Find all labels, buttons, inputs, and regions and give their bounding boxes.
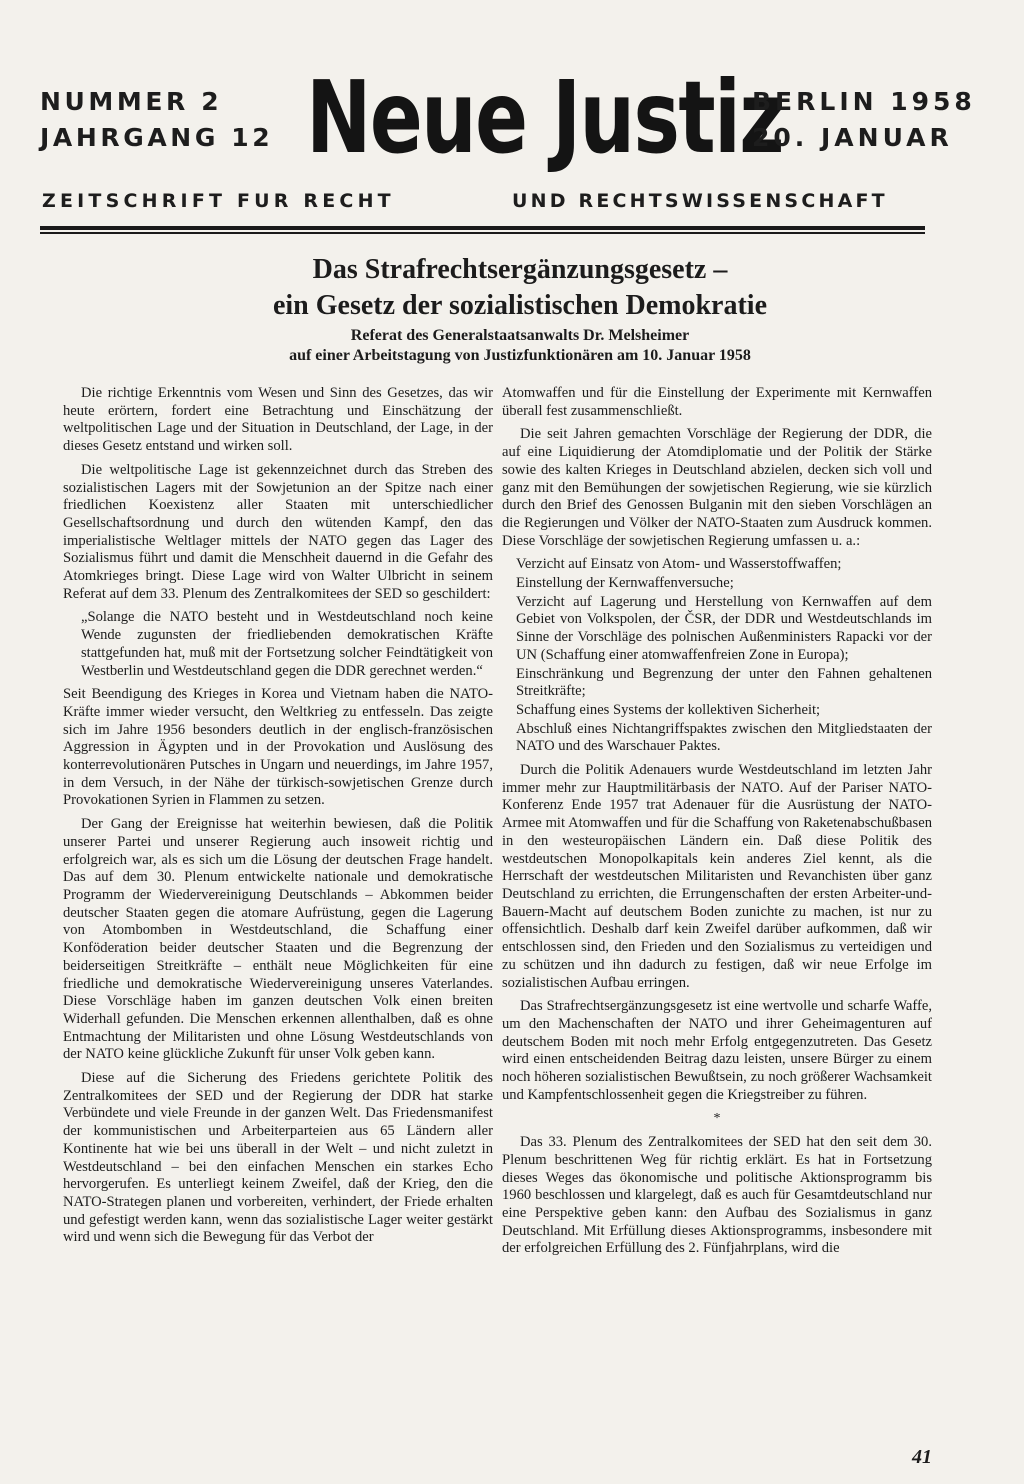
article-title-line-1: Das Strafrechtsergänzungsgesetz – xyxy=(312,254,728,285)
paragraph: Das Strafrechtsergänzungsgesetz ist eine wertvolle und scharfe Waffe, um den Machenschaften der NATO und ihrer Geheimagenturen auf deutschem Boden mit noch mehr Erfolg entgegenzutreten. Das Gesetz wird einen entscheidenden Beitrag dazu leisten, unsere Bürger zu einem noch höheren sozialistischen Bewußtsein, zu noch größerer Wachsamkeit und Kampfentschlossenheit gegen die Kriegstreiber zu führen. xyxy=(502,998,932,1103)
journal-subtitle-left: ZEITSCHRIFT FUR RECHT xyxy=(42,190,395,212)
article-title-line-2: ein Gesetz der sozialistischen Demokratie xyxy=(272,290,768,321)
issue-number: NUMMER 2 xyxy=(40,87,223,116)
paragraph: Die seit Jahren gemachten Vorschläge der Regierung der DDR, die auf eine Liquidierung der Atomdiplomatie und der Politik der Stärke sowie des kalten Krieges in Deutschland abzielen, decken sich voll und ganz mit den Bemühungen der sowjetischen Regierung, wie sie kürzlich durch den Brief des Genossen Bulganin mit den sieben Vorschlägen an die Regierungen und Völker der NATO-Staaten zum Ausdruck kommen. Diese Vorschläge der sowjetischen Regierung umfassen u. a.: xyxy=(502,426,932,549)
left-column xyxy=(63,385,493,1403)
masthead-rule-thick xyxy=(40,226,925,230)
proposal-item: Verzicht auf Lagerung und Herstellung von Kernwaffen auf dem Gebiet von Volkspolen, der ČSR, der DDR und Westdeutschlands im Sinne der Vorschläge des polnischen Außenministers Rapacki vor der UN (Schaffung einer atomwaffenfreien Zone in Europa); xyxy=(516,593,932,663)
journal-subtitle-right: UND RECHTSWISSENSCHAFT xyxy=(512,190,888,212)
article-byline xyxy=(200,326,840,366)
paragraph: Die richtige Erkenntnis vom Wesen und Sinn des Gesetzes, das wir heute erörtern, fordert eine Betrachtung und Einschätzung der weltpolitischen Lage und der Situation in Deutschland, der Lage, in der dieses Gesetz entstand und wirken soll. xyxy=(63,385,493,455)
proposal-item: Schaffung eines Systems der kollektiven Sicherheit; xyxy=(516,701,821,718)
paragraph-continuation: Atomwaffen und für die Einstellung der Experimente mit Kernwaffen überall fest zusammenschließt. xyxy=(502,385,932,419)
paragraph: Der Gang der Ereignisse hat weiterhin bewiesen, daß die Politik unserer Partei und unserer Regierung auch insoweit richtig und erfolgreich war, als es sich um die Lösung der deutschen Frage handelt. Das auf dem 30. Plenum entwickelte nationale und demokratische Programm der Wiedervereinigung Deutschlands – Abkommen beider deutscher Staaten gegen die atomare Aufrüstung, gegen die Lagerung von Atombomben in Westdeutschland, die Schaffung einer Konföderation beider deutscher Staaten und die Begrenzung der beiderseitigen Streitkräfte – enthält neue Möglichkeiten für eine friedliche und demokratische Wiedervereinigung unseres Vaterlandes. Diese Vorschläge haben im ganzen deutschen Volk einen breiten Widerhall gefunden. Die Menschen erkennen allenthalben, daß es ohne Entmachtung der Militaristen und ohne Lösung Westdeutschlands von der NATO keine glückliche Zukunft für unser Volk geben kann. xyxy=(63,816,493,1063)
proposal-item: Verzicht auf Einsatz von Atom- und Wasserstoffwaffen; xyxy=(516,556,842,573)
masthead-rule-thin xyxy=(40,232,925,234)
quotation: „Solange die NATO besteht und in Westdeutschland noch keine Wende zugunsten der friedliebenden demokratischen Kräfte stattgefunden hat, muß mit der Fortsetzung solcher Feindtätigkeit von Westberlin und Westdeutschland gegen die DDR gerechnet werden.“ xyxy=(81,609,493,679)
article-title xyxy=(200,252,840,324)
volume: JAHRGANG 12 xyxy=(40,123,274,152)
proposal-item: Einschränkung und Begrenzung der unter den Fahnen gehaltenen Streitkräfte; xyxy=(516,665,932,700)
paragraph: Seit Beendigung des Krieges in Korea und Vietnam haben die NATO-Kräfte immer wieder versucht, den Weltkrieg zu entfesseln. Das zeigte sich im Jahre 1956 besonders deutlich in der englisch-französischen Aggression in Ägypten und in der Provokation und Auslösung des konterrevolutionären Putsches in Ungarn und neuerdings, im Jahre 1957, in dem Versuch, in der Nähe der türkisch-sowjetischen Grenze durch Provokationen Syrien in Flammen zu setzen. xyxy=(63,686,493,809)
paragraph: Die weltpolitische Lage ist gekennzeichnet durch das Streben des sozialistischen Lagers mit der Sowjetunion an der Spitze nach einer friedlichen Koexistenz aller Staaten mit unterschiedlicher Gesellschaftsordnung und durch den wütenden Kampf, den das imperialistische Weltlager mittels der NATO gegen das Lager des Sozialismus führt und damit die Menschheit dauernd in die Gefahr des Atomkrieges bringt. Diese Lage wird von Walter Ulbricht in seinem Referat auf dem 33. Plenum des Zentralkomitees der SED so geschildert: xyxy=(63,461,493,602)
proposal-item: Einstellung der Kernwaffenversuche; xyxy=(516,575,734,592)
paragraph: Das 33. Plenum des Zentralkomitees der SED hat den seit dem 30. Plenum beschrittenen Weg für richtig erklärt. Es hat in Fortsetzung dieses Weges das ökonomische und politische Aktionsprogramm bis 1960 beschlossen und klargelegt, daß es auch für Gesamtdeutschland nur eine Perspektive geben kann: den Aufbau des Sozialismus in ganz Deutschland. Mit Erfüllung dieses Aktionsprogramms, insbesondere mit der erfolgreichen Erfüllung des 2. Fünfjahrplans, wird die xyxy=(502,1134,932,1257)
section-separator: * xyxy=(713,1111,721,1127)
place-year: BERLIN 1958 xyxy=(752,87,976,116)
article-byline-line-2: auf einer Arbeitstagung von Justizfunktionären am 10. Januar 1958 xyxy=(289,347,751,364)
journal-logo: Neue Justiz xyxy=(306,59,784,176)
right-column xyxy=(502,385,932,1403)
page-number: 41 xyxy=(912,1446,932,1468)
issue-info xyxy=(40,84,273,156)
proposal-item: Abschluß eines Nichtangriffspaktes zwischen den Mitgliedstaaten der NATO und des Warschauer Paktes. xyxy=(516,720,932,755)
issue-date: 20. JANUAR xyxy=(752,123,953,152)
paragraph: Diese auf die Sicherung des Friedens gerichtete Politik des Zentralkomitees der SED und der Regierung der DDR hat starke Verbündete und viele Freunde in der ganzen Welt. Das Friedensmanifest der kommunistischen und Arbeiterparteien aus 65 Ländern aller Kontinente hat wie bei uns überall in der Welt – und nicht zuletzt in Westdeutschland – bei den einfachen Menschen ein starkes Echo hervorgerufen. Es unterliegt keinem Zweifel, daß der Krieg, den die NATO-Strategen planen und vorbereiten, verhindert, der Friede erhalten und gefestigt werden kann, wenn das sozialistische Lager weiter gestärkt wird und wenn sich die Bewegung für das Verbot der xyxy=(63,1070,493,1246)
masthead xyxy=(0,0,1024,240)
article-byline-line-1: Referat des Generalstaatsanwalts Dr. Melsheimer xyxy=(350,327,690,344)
article-heading xyxy=(200,252,840,366)
date-info xyxy=(752,84,976,156)
paragraph: Durch die Politik Adenauers wurde Westdeutschland im letzten Jahr immer mehr zur Hauptmilitärbasis der NATO. Auf der Pariser NATO-Konferenz Ende 1957 trat Adenauer für die Ausrüstung der NATO-Armee mit Atomwaffen und für die Schaffung von Raketenabschußbasen in den westeuropäischen Ländern ein. Daß diese Politik des westdeutschen Monopolkapitals kein anderes Ziel kennt, als die Herrschaft der westdeutschen Militaristen und Revanchisten über ganz Deutschland zu errichten, die Errungenschaften der ersten Arbeiter-und-Bauern-Macht auf deutschem Boden zunichte zu machen, ist nur zu offensichtlich. Deshalb darf kein Zweifel darüber aufkommen, daß wir entschlossen sind, den Frieden und den Sozialismus zu verteidigen und zu schützen und ihn dadurch zu festigen, daß wir neue Erfolge im sozialistischen Aufbau erringen. xyxy=(502,762,932,991)
